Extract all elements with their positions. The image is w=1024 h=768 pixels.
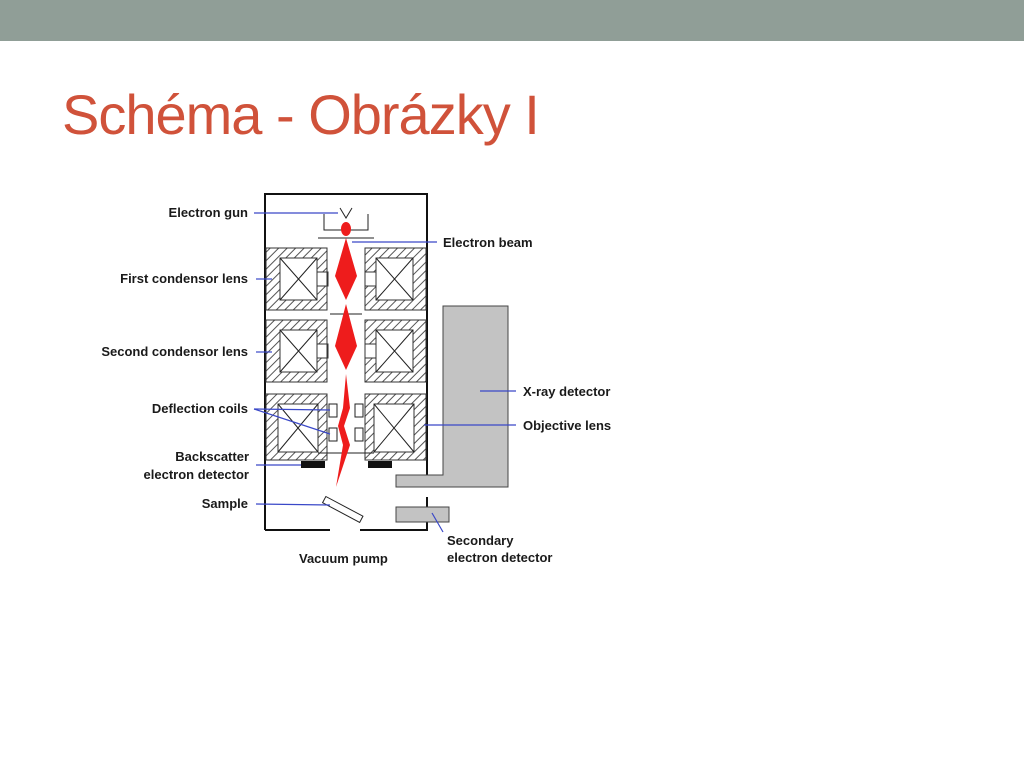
label-vacuum-pump: Vacuum pump xyxy=(299,551,388,566)
label-second-condensor-lens: Second condensor lens xyxy=(101,344,248,359)
label-deflection-coils: Deflection coils xyxy=(151,401,248,416)
label-first-condensor-lens: First condensor lens xyxy=(120,271,248,286)
label-secondary-line2: electron detector xyxy=(447,550,553,565)
electron-beam xyxy=(335,222,357,487)
backscatter-detector xyxy=(301,461,392,468)
label-secondary-line1: Secondary xyxy=(447,533,514,548)
slide-title: Schéma - Obrázky I xyxy=(62,83,539,146)
label-electron-gun: Electron gun xyxy=(168,205,248,220)
label-backscatter-line2: electron detector xyxy=(143,467,249,482)
label-electron-beam: Electron beam xyxy=(443,235,533,250)
sample xyxy=(323,496,363,522)
label-xray-detector: X-ray detector xyxy=(523,384,611,399)
label-sample: Sample xyxy=(201,496,248,511)
secondary-electron-detector xyxy=(396,507,449,522)
label-objective-lens: Objective lens xyxy=(523,418,612,433)
label-backscatter-line1: Backscatter xyxy=(175,449,249,464)
